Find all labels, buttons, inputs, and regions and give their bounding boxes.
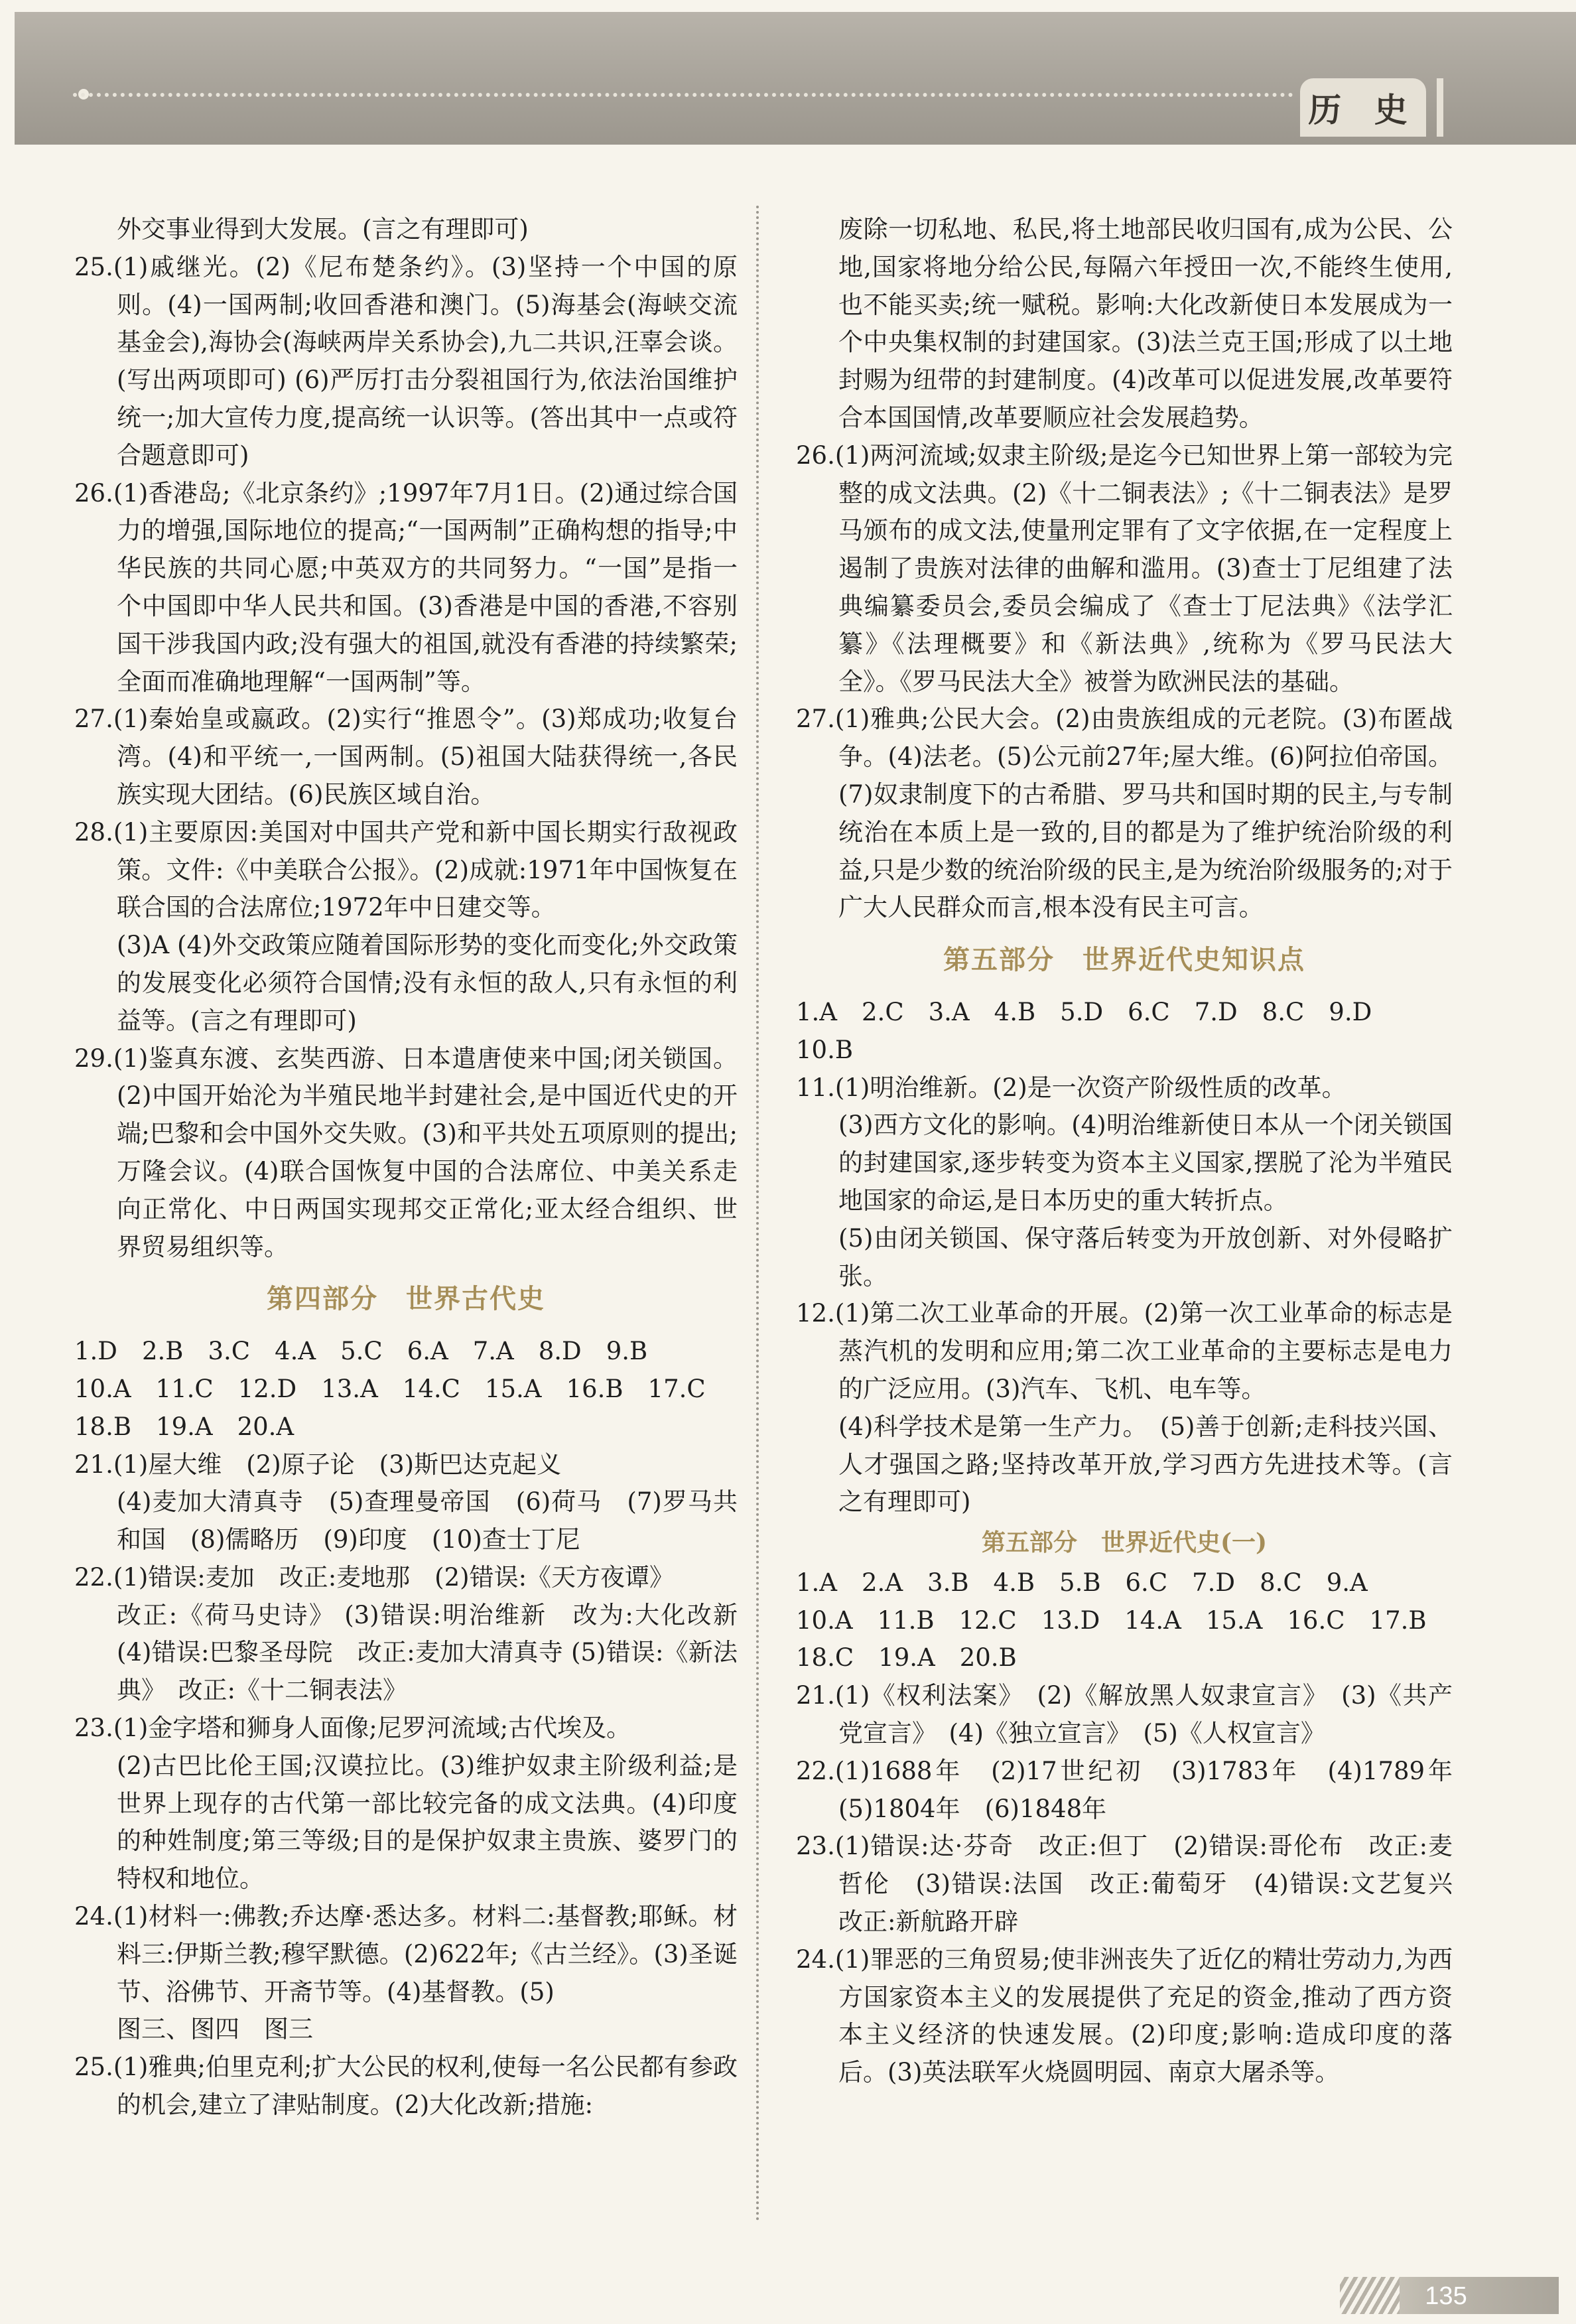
- answer-22c: 22.(1)1688年 (2)17世纪初 (3)1783年 (4)1789年 (5)1804年 (6)1848年: [796, 1756, 1477, 1823]
- choice-answers-row3c: 18.C 19.A 20.B: [796, 1643, 1017, 1673]
- answer-29: 29.(1)鉴真东渡、玄奘西游、日本遣唐使来中国;闭关锁国。(2)中国开始沦为半殖民地半封建社会,是中国近代史的开端;巴黎和会中国外交失败。(3)和平共处五项原则的提出;万隆会议。(4)联合国恢复中国的合法席位、中美关系走向正常化、中日两国实现邦交正常化;亚太经合组织、世界贸易组织等。: [74, 1044, 738, 1261]
- answer-23c: 23.(1)错误:达·芬奇 改正:但丁 (2)错误:哥伦布 改正:麦哲伦 (3)错误:法国 改正:葡萄牙 (4)错误:文艺复兴 改正:新航路开辟: [796, 1832, 1477, 1937]
- subject-label: 历 史: [1300, 78, 1426, 137]
- choice-answers-row2: 10.A 11.C 12.D 13.A 14.C 15.A 16.B 17.C: [74, 1374, 706, 1403]
- answer-21: 21.(1)屋大维 (2)原子论 (3)斯巴达克起义: [74, 1450, 562, 1479]
- answer-28: 28.(1)主要原因:美国对中国共产党和新中国长期实行敌视政策。文件:《中美联合公报》。(2)成就:1971年中国恢复在联合国的合法席位;1972年中日建交等。: [74, 817, 738, 922]
- answer-27b: 27.(1)雅典;公民大会。(2)由贵族组成的元老院。(3)布匿战争。(4)法老。(5)公元前27年;屋大维。(6)阿拉伯帝国。(7)奴隶制度下的古希腊、罗马共和国时期的民主,与专制统治在本质上是一致的,目的都是为了维护统治阶级的利益,只是少数的统治阶级的民主,是为统治阶级服务的;对于广大人民群众而言,根本没有民主可言。: [796, 705, 1453, 922]
- column-divider: [756, 206, 759, 2222]
- answer-24: 24.(1)材料一:佛教;乔达摩·悉达多。材料二:基督教;耶稣。材料三:伊斯兰教;穆罕默德。(2)622年;《古兰经》。(3)圣诞节、浴佛节、开斋节等。(4)基督教。(5): [74, 1902, 738, 2006]
- choice-answers-row1c: 1.A 2.A 3.B 4.B 5.B 6.C 7.D 8.C 9.A: [796, 1568, 1368, 1597]
- page-number: 135: [1425, 2282, 1467, 2310]
- section-title-part4: 第四部分 世界古代史: [267, 1283, 545, 1315]
- choice-answers-row2b: 10.B: [796, 1035, 854, 1064]
- answer-22-part2: 改正:《荷马史诗》 (3)错误:明治维新 改为:大化改新 (4)错误:巴黎圣母院 改正:麦加大清真寺 (5)错误:《新法典》 改正:《十二铜表法》: [117, 1600, 762, 1705]
- choice-answers-row3: 18.B 19.A 20.A: [74, 1412, 295, 1441]
- right-column: [796, 211, 1477, 2092]
- answer-11-part2: (3)西方文化的影响。(4)明治维新使日本从一个闭关锁国的封建国家,逐步转变为资本主义国家,摆脱了沦为半殖民地国家的命运,是日本历史的重大转折点。: [838, 1111, 1453, 1215]
- answer-21-part2: (4)麦加大清真寺 (5)查理曼帝国 (6)荷马 (7)罗马共和国 (8)儒略历 (9)印度 (10)查士丁尼: [117, 1487, 738, 1554]
- answer-12-part2: (4)科学技术是第一生产力。 (5)善于创新;走科技兴国、人才强国之路;坚持改革开放,学习西方先进技术等。(言之有理即可): [838, 1412, 1453, 1517]
- answer-28-part2: (3)A (4)外交政策应随着国际形势的变化而变化;外交政策的发展变化必须符合国情;没有永恒的敌人,只有永恒的利益等。(言之有理即可): [117, 931, 738, 1035]
- choice-answers-row2c: 10.A 11.B 12.C 13.D 14.A 15.A 16.C 17.B: [796, 1606, 1427, 1635]
- answer-25: 25.(1)戚继光。(2)《尼布楚条约》。(3)坚持一个中国的原则。(4)一国两制;收回香港和澳门。(5)海基会(海峡交流基金会),海协会(海峡两岸关系协会),九二共识,汪辜会谈。(写出两项即可) (6)严厉打击分裂祖国行为,依法治国维护统一;加大宣传力度,提高统一认识等。(答出其中一点或符合题意即可): [74, 252, 738, 470]
- subject-bar: [1437, 78, 1443, 137]
- answer-24-part2: 图三、图四 图三: [117, 2015, 313, 2044]
- answer-25b-continued: 废除一切私地、私民,将土地部民收归国有,成为公民、公地,国家将地分给公民,每隔六年授田一次,不能终生使用,也不能买卖;统一赋税。影响:大化改新使日本发展成为一个中央集权制的封建国家。(3)法兰克王国;形成了以土地封赐为纽带的封建制度。(4)改革可以促进发展,改革要符合本国国情,改革要顺应社会发展趋势。: [838, 215, 1453, 432]
- section-title-part5-sub: 第五部分 世界近代史(一): [981, 1529, 1268, 1557]
- answer-11-part3: (5)由闭关锁国、保守落后转变为开放创新、对外侵略扩张。: [838, 1223, 1453, 1290]
- section-title-part5: 第五部分 世界近代史知识点: [943, 944, 1305, 976]
- answer-25b: 25.(1)雅典;伯里克利;扩大公民的权利,使每一名公民都有参政的机会,建立了津贴制度。(2)大化改新;措施:: [74, 2053, 738, 2120]
- answer-23-part2: (2)古巴比伦王国;汉谟拉比。(3)维护奴隶主阶级利益;是世界上现存的古代第一部比较完备的成文法典。(4)印度的种姓制度;第三等级;目的是保护奴隶主贵族、婆罗门的特权和地位。: [117, 1751, 738, 1893]
- choice-answers-row1: 1.D 2.B 3.C 4.A 5.C 6.A 7.A 8.D 9.B: [74, 1337, 648, 1366]
- answer-12: 12.(1)第二次工业革命的开展。(2)第一次工业革命的标志是蒸汽机的发明和应用;第二次工业革命的主要标志是电力的广泛应用。(3)汽车、飞机、电车等。: [796, 1299, 1453, 1403]
- header-dotted-line: [73, 93, 1293, 97]
- answer-23: 23.(1)金字塔和狮身人面像;尼罗河流域;古代埃及。: [74, 1714, 631, 1743]
- answer-11: 11.(1)明治维新。(2)是一次资产阶级性质的改革。: [796, 1073, 1346, 1102]
- choice-answers-row1b: 1.A 2.C 3.A 4.B 5.D 6.C 7.D 8.C 9.D: [796, 997, 1372, 1026]
- answer-24c: 24.(1)罪恶的三角贸易;使非洲丧失了近亿的精壮劳动力,为西方国家资本主义的发展提供了充足的资金,推动了西方资本主义经济的快速发展。(2)印度;影响:造成印度的落后。(3)英法联军火烧圆明园、南京大屠杀等。: [796, 1945, 1453, 2087]
- left-column: [74, 211, 762, 2124]
- answer-21c: 21.(1)《权利法案》 (2)《解放黑人奴隶宣言》 (3)《共产党宣言》 (4)《独立宣言》 (5)《人权宣言》: [796, 1681, 1453, 1748]
- answer-27: 27.(1)秦始皇或嬴政。(2)实行“推恩令”。(3)郑成功;收复台湾。(4)和平统一,一国两制。(5)祖国大陆获得统一,各民族实现大团结。(6)民族区域自治。: [74, 705, 738, 809]
- answer-26b: 26.(1)两河流域;奴隶主阶级;是迄今已知世界上第一部较为完整的成文法典。(2)《十二铜表法》;《十二铜表法》是罗马颁布的成文法,使量刑定罪有了文字依据,在一定程度上遏制了贵族对法律的曲解和滥用。(3)查士丁尼组建了法典编纂委员会,委员会编成了《查士丁尼法典》《法学汇纂》《法理概要》和《新法典》,统称为《罗马民法大全》。《罗马民法大全》被誉为欧洲民法的基础。: [796, 441, 1453, 696]
- answer-26: 26.(1)香港岛;《北京条约》;1997年7月1日。(2)通过综合国力的增强,国际地位的提高;“一国两制”正确构想的指导;中华民族的共同心愿;中英双方的共同努力。“一国”是指一个中国即中华人民共和国。(3)香港是中国的香港,不容别国干涉我国内政;没有强大的祖国,就没有香港的持续繁荣;全面而准确地理解“一国两制”等。: [74, 478, 738, 696]
- answer-22: 22.(1)错误:麦加 改正:麦地那 (2)错误:《天方夜谭》: [74, 1562, 675, 1592]
- answer-24-continued: 外交事业得到大发展。(言之有理即可): [117, 215, 529, 243]
